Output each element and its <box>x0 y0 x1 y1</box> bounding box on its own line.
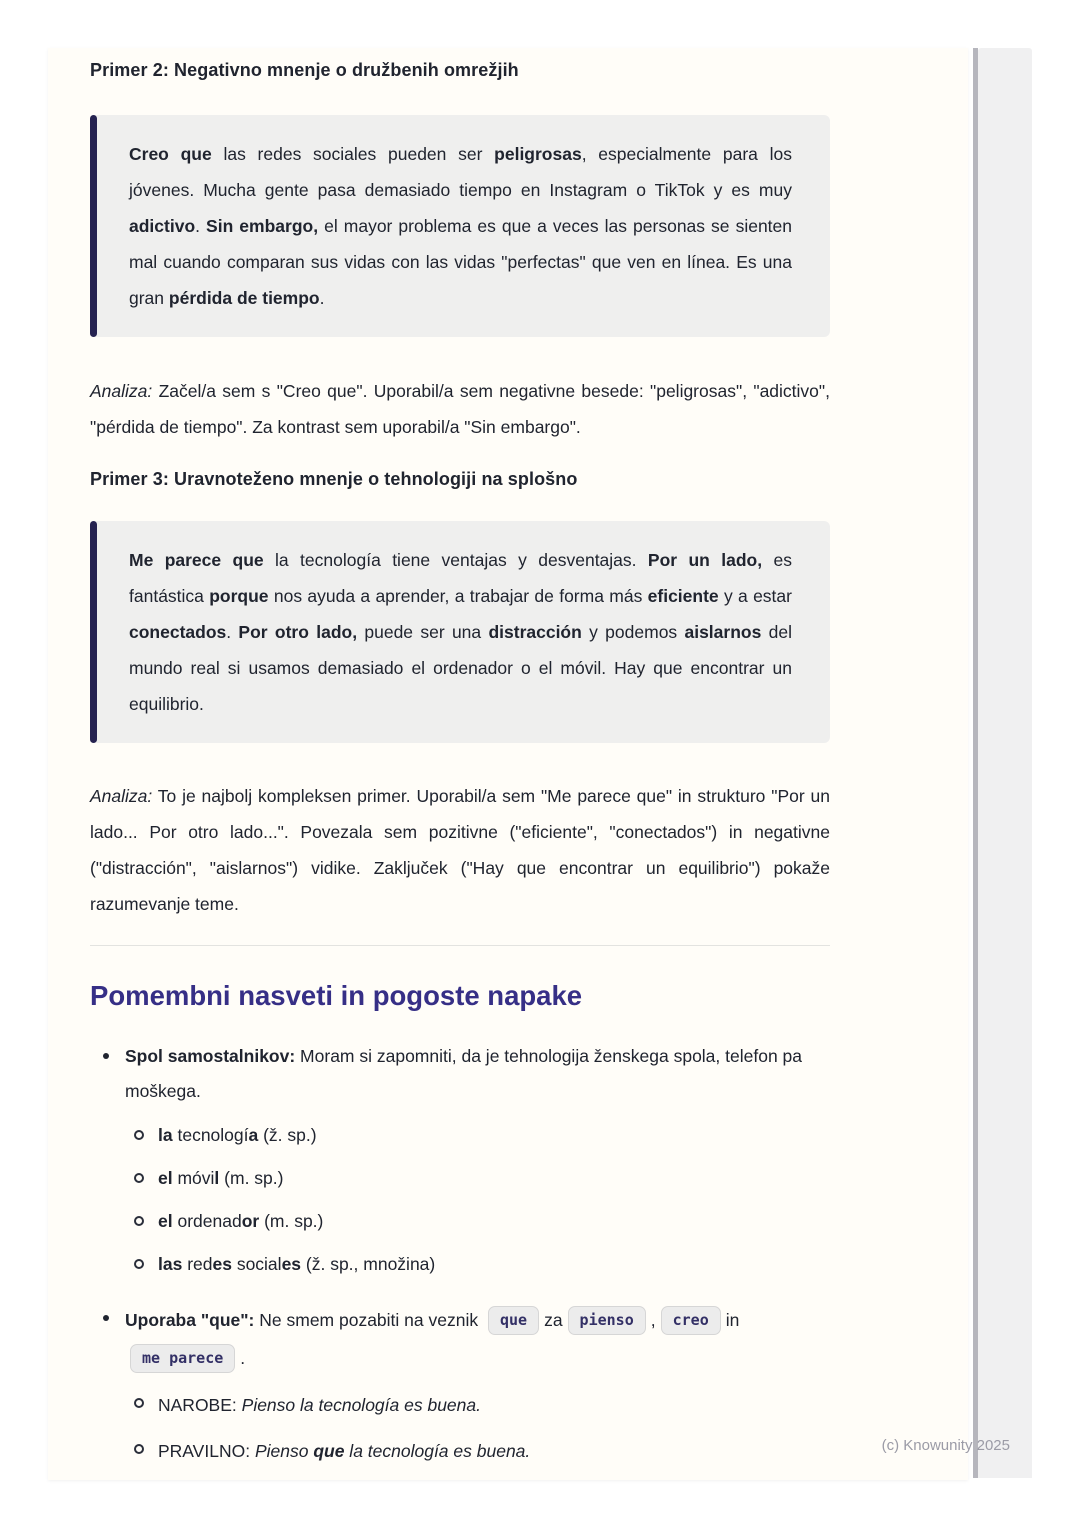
text-segment: el mayor problema es que a veces las personas se sienten mal cuando comparan sus vidas con las vidas "perfectas" que ven en línea. Es una gran <box>129 216 792 308</box>
list-item <box>125 1161 830 1196</box>
code-chip-me-parece: me parece <box>130 1344 235 1373</box>
text-segment: las redes sociales pueden ser <box>211 144 495 164</box>
text-segment: que <box>313 1441 345 1461</box>
text-segment: adictivo <box>129 216 196 236</box>
page-content <box>90 48 830 1470</box>
list-item-gender <box>90 1039 830 1282</box>
text-segment: eficiente <box>647 586 719 606</box>
text-segment: To je najbolj kompleksen primer. Uporabil/a sem "Me parece que" in strukturo "Por un lado... Por otro lado...". Povezala sem pozitivne ("eficiente", "conectados") in negativne ("distracción", "aislarnos") vidike. Zaključek ("Hay que encontrar un equilibrio") pokaže razumevanje teme. <box>90 786 830 914</box>
primer2-analysis <box>90 373 830 445</box>
watermark: (c) Knowunity 2025 <box>881 1437 1010 1454</box>
section-divider <box>90 945 830 946</box>
text-segment: del mundo real si usamos demasiado el ordenador o el móvil. Hay que encontrar un equilibrio. <box>129 622 793 714</box>
text-segment: conectados <box>129 622 227 642</box>
code-chip-que: que <box>488 1306 539 1335</box>
example-label: NAROBE: <box>158 1395 242 1415</box>
text-segment: porque <box>209 586 269 606</box>
text-segment: (ž. sp.) <box>258 1125 317 1145</box>
list-item-pravilno <box>125 1432 830 1470</box>
code-chip-pienso: pienso <box>568 1306 646 1335</box>
text-segment: tecnologí <box>172 1125 249 1145</box>
text-segment: nos ayuda a aprender, a trabajar de forma más <box>268 586 648 606</box>
text-segment: Me parece que <box>129 550 264 570</box>
text-segment: puede ser una <box>357 622 489 642</box>
text-segment: Začel/a sem s "Creo que". Uporabil/a sem negativne besede: "peligrosas", "adictivo", "pérdida de tiempo". Za kontrast sem uporabil/a "Sin embargo". <box>90 381 830 437</box>
text-segment: Pienso la tecnología es buena. <box>241 1395 481 1415</box>
text-segment: Pienso <box>254 1441 314 1461</box>
text-segment: , especialmente para los jóvenes. Mucha gente pasa demasiado tiempo en Instagram o TikTok y es muy <box>129 144 792 200</box>
primer2-example-quote <box>90 115 830 337</box>
text-segment: pérdida de tiempo <box>168 288 320 308</box>
text-segment: . <box>195 216 207 236</box>
text-segment: . <box>319 288 325 308</box>
primer3-quote-text <box>90 521 830 743</box>
tips-section-heading: Pomembni nasveti in pogoste napake <box>90 980 583 1011</box>
text-segment: (ž. sp., množina) <box>301 1254 436 1274</box>
text-segment: las <box>158 1254 183 1274</box>
primer3-analysis <box>90 778 830 922</box>
text-segment: Por un lado, <box>647 550 763 570</box>
text-segment: Creo que <box>129 144 212 164</box>
text-segment: (m. sp.) <box>219 1168 284 1188</box>
text-segment: Moram si zapomniti, da je tehnologija ženskega spola, telefon pa moškega. <box>125 1046 803 1101</box>
text-segment: red <box>182 1254 213 1274</box>
examples-sublist <box>125 1386 830 1470</box>
text-segment: peligrosas <box>494 144 582 164</box>
example-label: PRAVILNO: <box>158 1441 255 1461</box>
text-segment: aislarnos <box>684 622 762 642</box>
text-segment: or <box>241 1211 260 1231</box>
text-segment: la tecnología tiene ventajas y desventajas. <box>263 550 648 570</box>
text-segment: y a estar <box>718 586 792 606</box>
document-page <box>48 48 968 1480</box>
text-segment: Ne smem pozabiti na veznik <box>254 1310 483 1330</box>
text-segment: za <box>544 1310 563 1330</box>
text-segment: y podemos <box>581 622 685 642</box>
next-page-strip[interactable] <box>978 48 1032 1478</box>
text-segment: (m. sp.) <box>259 1211 324 1231</box>
quote-left-border <box>90 115 97 337</box>
bullet-lead: Uporaba "que": <box>125 1310 255 1330</box>
text-segment: in <box>725 1310 740 1330</box>
text-segment: social <box>231 1254 282 1274</box>
text-segment: a <box>248 1125 259 1145</box>
text-segment: móvi <box>172 1168 215 1188</box>
analysis-label: Analiza: <box>90 786 153 806</box>
text-segment: Por otro lado, <box>238 622 358 642</box>
analysis-label: Analiza: <box>90 381 153 401</box>
text-segment: es <box>281 1254 302 1274</box>
text-segment: . <box>226 622 239 642</box>
list-item <box>125 1204 830 1239</box>
text-segment: Sin embargo, <box>206 216 319 236</box>
primer2-heading: Primer 2: Negativno mnenje o družbenih omrežjih <box>90 60 519 80</box>
text-segment: la tecnología es buena. <box>344 1441 531 1461</box>
primer3-heading: Primer 3: Uravnoteženo mnenje o tehnologiji na splošno <box>90 469 578 489</box>
list-item <box>125 1118 830 1153</box>
list-item <box>125 1247 830 1282</box>
text-segment: l <box>214 1168 220 1188</box>
primer3-example-quote <box>90 521 830 743</box>
bullet-lead: Spol samostalnikov: <box>125 1046 296 1066</box>
list-item-narobe <box>125 1386 830 1424</box>
text-segment: distracción <box>488 622 582 642</box>
list-item-que <box>90 1301 830 1470</box>
text-segment: es <box>212 1254 232 1274</box>
text-segment: el <box>158 1168 173 1188</box>
text-segment: , <box>650 1310 656 1330</box>
code-chip-creo: creo <box>661 1306 721 1335</box>
primer2-quote-text <box>90 115 830 337</box>
text-segment: ordenad <box>172 1211 242 1231</box>
gender-sublist <box>125 1118 830 1282</box>
text-segment: . <box>240 1348 246 1368</box>
quote-left-border <box>90 521 97 743</box>
text-segment: la <box>158 1125 173 1145</box>
tips-list <box>90 1039 830 1470</box>
text-segment: el <box>158 1211 173 1231</box>
text-segment: es fantástica <box>129 550 792 606</box>
